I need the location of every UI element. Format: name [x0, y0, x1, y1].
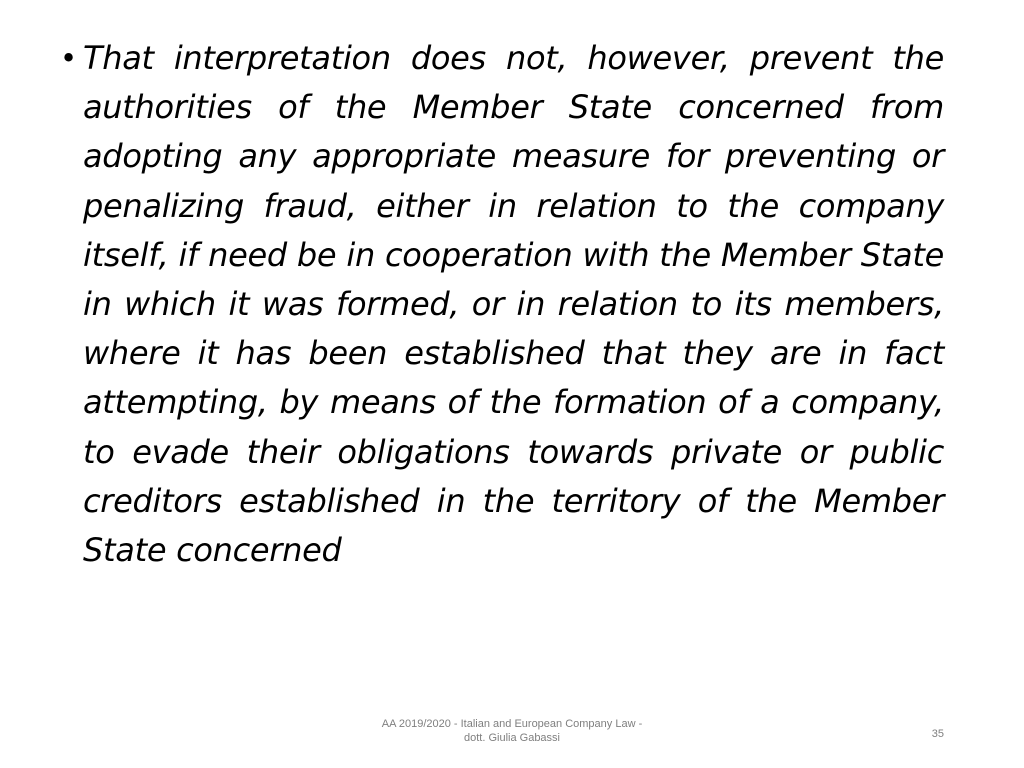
bullet-item [60, 34, 944, 575]
page-number: 35 [931, 728, 944, 740]
slide-body [60, 34, 944, 575]
bullet-text: That interpretation does not, however, prevent the authorities of the Member State concerned from adopting any appropriate measure for preventing or penalizing fraud, either in relation to the company itself, if need be in cooperation with the Member State in which it was formed, or in relation to its members, where it has been established that they are in fact attempting, by means of the formation of a company, to evade their obligations towards private or public creditors established in the territory of the Member State concerned [83, 39, 944, 570]
bullet-dot-icon: • [60, 41, 78, 75]
footer-line-author: dott. Giulia Gabassi [464, 732, 560, 744]
footer-line-course: AA 2019/2020 - Italian and European Company Law - [381, 718, 643, 730]
slide-footer [372, 717, 652, 745]
